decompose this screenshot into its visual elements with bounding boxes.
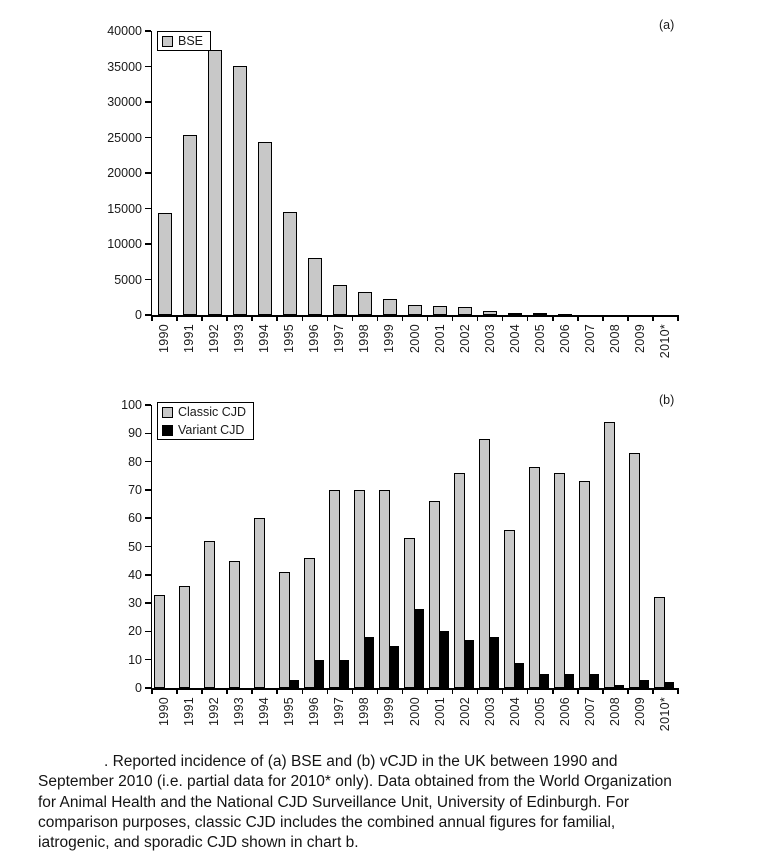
chart-a-x-label-2008: 2008 [607, 324, 622, 354]
chart-b-x-label-2006: 2006 [557, 697, 572, 727]
chart-a-y-tick [145, 30, 151, 32]
bar-classic-cjd-2003 [479, 439, 490, 688]
chart-b-y-tick [145, 574, 151, 576]
bar-classic-cjd-1999 [379, 490, 390, 688]
chart-a-x-label-1990: 1990 [157, 324, 172, 354]
chart-b-x-tick [201, 688, 203, 694]
chart-a-x-tick [302, 315, 304, 321]
chart-a-x-tick [677, 315, 679, 321]
bse-swatch-icon [162, 36, 173, 47]
chart-b-x-label-2002: 2002 [457, 697, 472, 727]
chart-a-x-label-2003: 2003 [482, 324, 497, 354]
classic-cjd-swatch-icon [162, 407, 173, 418]
bar-variant-cjd-2005 [540, 674, 549, 688]
chart-b-x-tick [251, 688, 253, 694]
bar-classic-cjd-2002 [454, 473, 465, 688]
chart-a-y-tick-label: 20000 [107, 166, 142, 180]
chart-a-x-tick [402, 315, 404, 321]
caption-line-5: iatrogenic, and sporadic CJD shown in chart b. [38, 834, 359, 852]
chart-b-x-tick [652, 688, 654, 694]
bar-variant-cjd-2003 [490, 637, 499, 688]
chart-a-x-tick [226, 315, 228, 321]
chart-b-x-tick [176, 688, 178, 694]
chart-a-x-label-1992: 1992 [207, 324, 222, 354]
bar-bse-2004 [508, 313, 522, 315]
chart-b-x-label-1999: 1999 [382, 697, 397, 727]
chart-a-y-tick [145, 137, 151, 139]
chart-b-x-tick [327, 688, 329, 694]
chart-a-x-label-1996: 1996 [307, 324, 322, 354]
chart-b-x-label-2009: 2009 [632, 697, 647, 727]
bar-classic-cjd-1994 [254, 518, 265, 688]
chart-a-x-label-1991: 1991 [182, 324, 197, 354]
bar-variant-cjd-2010 [665, 682, 674, 688]
chart-b-x-tick [577, 688, 579, 694]
chart-b-x-label-1998: 1998 [357, 697, 372, 727]
chart-a-x-tick [502, 315, 504, 321]
chart-b-x-label-1992: 1992 [207, 697, 222, 727]
bar-classic-cjd-2009 [629, 453, 640, 688]
chart-b-x-label-1994: 1994 [257, 697, 272, 727]
chart-b-x-tick [552, 688, 554, 694]
chart-b-y-tick-label: 70 [128, 482, 142, 497]
bar-variant-cjd-1999 [390, 646, 399, 688]
chart-b-x-label-2007: 2007 [582, 697, 597, 727]
chart-b-x-label-2010: 2010* [657, 697, 672, 732]
bar-variant-cjd-1997 [340, 660, 349, 688]
chart-b-y-tick [145, 489, 151, 491]
bar-variant-cjd-2007 [590, 674, 599, 688]
chart-a-x-tick [627, 315, 629, 321]
bar-classic-cjd-2004 [504, 530, 515, 688]
chart-b-x-label-2003: 2003 [482, 697, 497, 727]
chart-a-x-tick [552, 315, 554, 321]
chart-b-x-label-1996: 1996 [307, 697, 322, 727]
chart-b-y-tick-label: 90 [128, 426, 142, 441]
chart-a-x-label-1993: 1993 [232, 324, 247, 354]
chart-a-y-tick-label: 10000 [107, 237, 142, 251]
chart-b-x-label-1997: 1997 [332, 697, 347, 727]
chart-a-y-tick-label: 40000 [107, 24, 142, 38]
chart-a-x-tick [251, 315, 253, 321]
chart-b-x-tick [402, 688, 404, 694]
bar-bse-2001 [433, 306, 447, 315]
chart-a-panel-label: (a) [659, 18, 675, 32]
bar-variant-cjd-1998 [365, 637, 374, 688]
bar-classic-cjd-2008 [604, 422, 615, 688]
chart-a-x-tick [276, 315, 278, 321]
chart-b-x-tick [377, 688, 379, 694]
bar-classic-cjd-1991 [179, 586, 190, 688]
chart-b-y-tick [145, 461, 151, 463]
chart-a-x-label-2004: 2004 [507, 324, 522, 354]
chart-a-y-tick-label: 5000 [114, 272, 142, 287]
bar-bse-2006 [558, 314, 572, 316]
chart-b-x-label-2008: 2008 [607, 697, 622, 727]
chart-a-x-label-2006: 2006 [557, 324, 572, 354]
bar-bse-2002 [458, 307, 472, 315]
chart-a-x-label-2010: 2010* [657, 324, 672, 359]
chart-b-y-tick [145, 659, 151, 661]
bar-classic-cjd-2007 [579, 481, 590, 688]
chart-b-x-tick [677, 688, 679, 694]
chart-b-x-tick [151, 688, 153, 694]
chart-a-y-tick [145, 243, 151, 245]
bar-classic-cjd-1995 [279, 572, 290, 688]
variant-cjd-swatch-icon [162, 425, 173, 436]
chart-b-y-tick [145, 433, 151, 435]
chart-b-y-tick [145, 404, 151, 406]
chart-b-y-tick-label: 100 [121, 398, 142, 412]
bar-variant-cjd-2001 [440, 631, 449, 688]
chart-a-x-tick [352, 315, 354, 321]
chart-a-x-tick [176, 315, 178, 321]
chart-a-x-label-1994: 1994 [257, 324, 272, 354]
chart-a-x-axis [151, 315, 679, 317]
chart-b-y-tick [145, 602, 151, 604]
chart-a-legend [157, 31, 211, 51]
chart-b-x-label-1990: 1990 [157, 697, 172, 727]
chart-a-x-tick [577, 315, 579, 321]
chart-b-legend [157, 402, 254, 440]
chart-b-y-tick-label: 60 [128, 511, 142, 526]
bar-variant-cjd-2009 [640, 680, 649, 688]
chart-b-x-tick [602, 688, 604, 694]
chart-b-y-tick-label: 50 [128, 539, 142, 554]
chart-a-x-label-1997: 1997 [332, 324, 347, 354]
chart-a-y-tick [145, 101, 151, 103]
chart-a-x-label-2001: 2001 [432, 324, 447, 354]
bar-classic-cjd-1998 [354, 490, 365, 688]
chart-a-y-tick-label: 35000 [107, 59, 142, 74]
chart-b-x-label-2001: 2001 [432, 697, 447, 727]
bar-variant-cjd-1995 [290, 680, 299, 688]
caption-line-4: comparison purposes, classic CJD includes the combined annual figures for familial, [38, 813, 616, 831]
chart-a-x-tick [377, 315, 379, 321]
chart-b-y-tick-label: 20 [128, 624, 142, 639]
bar-classic-cjd-2001 [429, 501, 440, 688]
chart-b-y-tick-label: 30 [128, 596, 142, 611]
legend-item-bse [162, 33, 203, 49]
bar-classic-cjd-1992 [204, 541, 215, 688]
chart-a-y-tick-label: 25000 [107, 130, 142, 145]
bar-classic-cjd-2010 [654, 597, 665, 688]
chart-b-y-tick [145, 546, 151, 548]
chart-a-y-tick [145, 279, 151, 281]
figure-caption [38, 752, 744, 853]
chart-a-y-tick-label: 30000 [107, 95, 142, 109]
chart-a-x-tick [652, 315, 654, 321]
bar-bse-1996 [308, 258, 322, 315]
chart-b-x-tick [452, 688, 454, 694]
chart-a-y-tick-label: 0 [135, 308, 142, 322]
bar-bse-1995 [283, 212, 297, 315]
bar-bse-1990 [158, 213, 172, 315]
bar-variant-cjd-1996 [315, 660, 324, 688]
chart-a-y-axis [151, 31, 153, 315]
chart-b-x-tick [276, 688, 278, 694]
bar-bse-2005 [533, 313, 547, 315]
chart-b-y-axis [151, 405, 153, 688]
chart-b-x-label-2000: 2000 [407, 697, 422, 727]
chart-a-x-tick [477, 315, 479, 321]
chart-a-x-label-2007: 2007 [582, 324, 597, 354]
bar-bse-1998 [358, 292, 372, 315]
bar-bse-1992 [208, 50, 222, 315]
chart-b-x-label-1991: 1991 [182, 697, 197, 727]
chart-b-x-label-2004: 2004 [507, 697, 522, 727]
bar-variant-cjd-2002 [465, 640, 474, 688]
bar-bse-2000 [408, 305, 422, 315]
chart-b-x-tick [627, 688, 629, 694]
bar-variant-cjd-2006 [565, 674, 574, 688]
chart-a-x-label-2005: 2005 [532, 324, 547, 354]
chart-b-y-tick [145, 687, 151, 689]
chart-a-x-tick [327, 315, 329, 321]
bar-classic-cjd-2005 [529, 467, 540, 688]
chart-a-y-tick [145, 314, 151, 316]
caption-line-1: . Reported incidence of (a) BSE and (b) vCJD in the UK between 1990 and [104, 753, 618, 770]
chart-b-x-tick [226, 688, 228, 694]
chart-b-x-label-1993: 1993 [232, 697, 247, 727]
bar-bse-1997 [333, 285, 347, 315]
chart-a-x-tick [452, 315, 454, 321]
bar-bse-1999 [383, 299, 397, 315]
chart-a-x-tick [427, 315, 429, 321]
bar-classic-cjd-1993 [229, 561, 240, 688]
bar-classic-cjd-2006 [554, 473, 565, 688]
bar-bse-1991 [183, 135, 197, 315]
chart-a-x-label-1995: 1995 [282, 324, 297, 354]
chart-b-x-axis [151, 688, 679, 690]
chart-a-x-label-2009: 2009 [632, 324, 647, 354]
chart-b-y-tick-label: 10 [128, 652, 142, 667]
chart-a-x-label-1999: 1999 [382, 324, 397, 354]
bar-classic-cjd-2000 [404, 538, 415, 688]
chart-a-y-tick [145, 66, 151, 68]
chart-a-y-tick [145, 208, 151, 210]
chart-b-panel-label: (b) [659, 393, 675, 407]
legend-item-classic-cjd [162, 404, 246, 420]
bar-variant-cjd-2004 [515, 663, 524, 688]
chart-a-x-tick [602, 315, 604, 321]
chart-a-x-tick [151, 315, 153, 321]
chart-b-y-tick [145, 517, 151, 519]
legend-label-bse: BSE [178, 34, 204, 48]
bar-classic-cjd-1997 [329, 490, 340, 688]
chart-b-x-tick [527, 688, 529, 694]
chart-b-x-label-2005: 2005 [532, 697, 547, 727]
caption-line-3: for Animal Health and the National CJD Surveillance Unit, University of Edinburgh. For [38, 793, 629, 811]
legend-label-variant-cjd: Variant CJD [178, 423, 245, 437]
legend-label-classic-cjd: Classic CJD [178, 405, 247, 419]
bar-classic-cjd-1996 [304, 558, 315, 688]
chart-a-x-label-1998: 1998 [357, 324, 372, 354]
chart-b-y-tick-label: 40 [128, 567, 142, 582]
bar-classic-cjd-1990 [154, 595, 165, 688]
caption-line-2: September 2010 (i.e. partial data for 2010* only). Data obtained from the World Organization [38, 773, 672, 791]
bar-bse-2003 [483, 311, 497, 315]
bar-bse-1994 [258, 142, 272, 315]
chart-a-y-tick-label: 15000 [107, 201, 142, 216]
chart-b-y-tick-label: 80 [128, 454, 142, 469]
chart-b-x-tick [502, 688, 504, 694]
chart-b-x-tick [302, 688, 304, 694]
chart-a-x-tick [201, 315, 203, 321]
bar-variant-cjd-2000 [415, 609, 424, 688]
chart-a-x-label-2000: 2000 [407, 324, 422, 354]
chart-a-x-label-2002: 2002 [457, 324, 472, 354]
chart-a-y-tick [145, 172, 151, 174]
chart-a-x-tick [527, 315, 529, 321]
bar-bse-1993 [233, 66, 247, 315]
chart-b-x-label-1995: 1995 [282, 697, 297, 727]
chart-b-y-tick [145, 631, 151, 633]
chart-b-x-tick [477, 688, 479, 694]
chart-b-x-tick [427, 688, 429, 694]
bar-variant-cjd-2008 [615, 685, 624, 688]
legend-item-variant-cjd [162, 422, 246, 438]
chart-b-x-tick [352, 688, 354, 694]
chart-b-y-tick-label: 0 [135, 681, 142, 695]
